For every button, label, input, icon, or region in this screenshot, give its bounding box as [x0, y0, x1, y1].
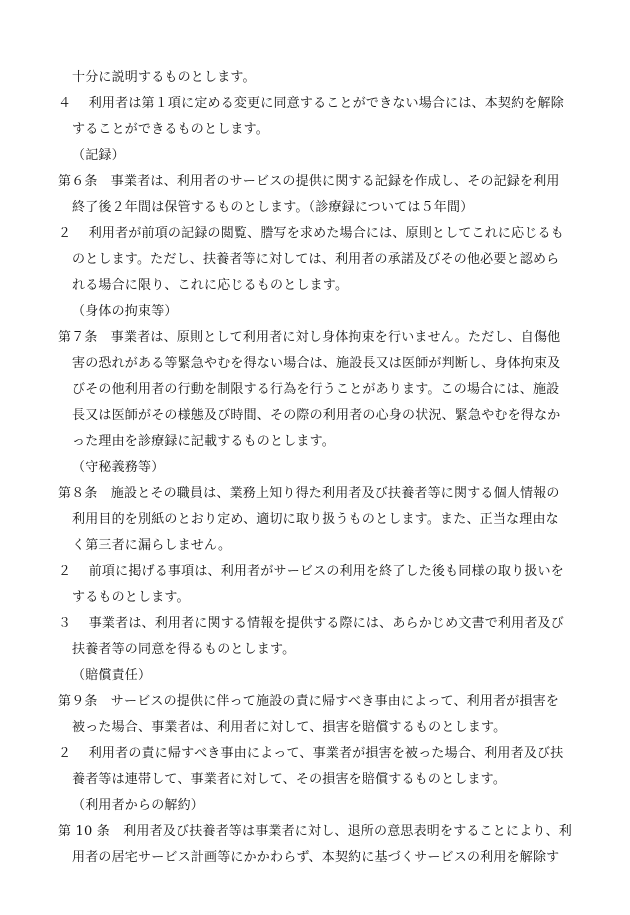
section-heading: （利用者からの解約） — [72, 798, 205, 813]
text-line: れる場合に限り、これに応じるものとします。 — [72, 278, 349, 293]
text-line: 十分に説明するものとします。 — [72, 70, 256, 85]
text-line: ２ 前項に掲げる事項は、利用者がサービスの利用を終了した後も同様の取り扱いを — [58, 564, 564, 579]
text-line: った理由を診療録に記載するものとします。 — [72, 434, 335, 449]
text-line: するものとします。 — [72, 590, 190, 605]
text-line: 用者の居宅サービス計画等にかかわらず、本契約に基づくサービスの利用を解除す — [72, 850, 560, 865]
section-heading: （守秘義務等） — [72, 460, 165, 475]
text-line: 利用目的を別紙のとおり定め、適切に取り扱うものとします。また、正当な理由な — [72, 512, 559, 527]
article-heading-line: 第 10 条 利用者及び扶養者等は事業者に対し、退所の意思表明をすることにより、利 — [58, 824, 573, 839]
text-line: 害の恐れがある等緊急やむを得ない場合は、施設長又は医師が判断し、身体拘束及 — [72, 356, 561, 371]
text-line: 扶養者等の同意を得るものとします。 — [72, 642, 296, 657]
text-line: することができるものとします。 — [72, 122, 269, 137]
article-heading-line: 第７条 事業者は、原則として利用者に対し身体拘束を行いません。ただし、自傷他 — [58, 330, 561, 345]
text-line: く第三者に漏らしません。 — [72, 538, 232, 553]
text-line: ２ 利用者が前項の記録の閲覧、謄写を求めた場合には、原則としてこれに応じるも — [58, 226, 564, 241]
text-line: のとします。ただし、扶養者等に対しては、利用者の承諾及びその他必要と認めら — [72, 252, 560, 267]
section-heading: （記録） — [72, 148, 125, 163]
article-heading-line: 第９条 サービスの提供に伴って施設の責に帰すべき事由によって、利用者が損害を — [58, 694, 560, 709]
text-line: 養者等は連帯して、事業者に対して、その損害を賠償するものとします。 — [72, 772, 507, 787]
text-line: 長又は医師がその様態及び時間、その際の利用者の心身の状況、緊急やむを得なか — [72, 408, 561, 423]
text-line: 被った場合、事業者は、利用者に対して、損害を賠償するものとします。 — [72, 720, 507, 735]
text-line: 終了後２年間は保管するものとします。（診療録については５年間） — [72, 200, 474, 215]
section-heading: （賠償責任） — [72, 668, 152, 683]
article-heading-line: 第６条 事業者は、利用者のサービスの提供に関する記録を作成し、その記録を利用 — [58, 174, 560, 189]
text-line: ３ 事業者は、利用者に関する情報を提供する際には、あらかじめ文書で利用者及び — [58, 616, 564, 631]
section-heading: （身体の拘束等） — [72, 304, 178, 319]
text-line: ２ 利用者の責に帰すべき事由によって、事業者が損害を被った場合、利用者及び扶 — [58, 746, 564, 761]
article-heading-line: 第８条 施設とその職員は、業務上知り得た利用者及び扶養者等に関する個人情報の — [58, 486, 560, 501]
text-line: ４ 利用者は第１項に定める変更に同意することができない場合には、本契約を解除 — [58, 96, 564, 111]
text-line: びその他利用者の行動を制限する行為を行うことがあります。この場合には、施設 — [72, 382, 560, 397]
